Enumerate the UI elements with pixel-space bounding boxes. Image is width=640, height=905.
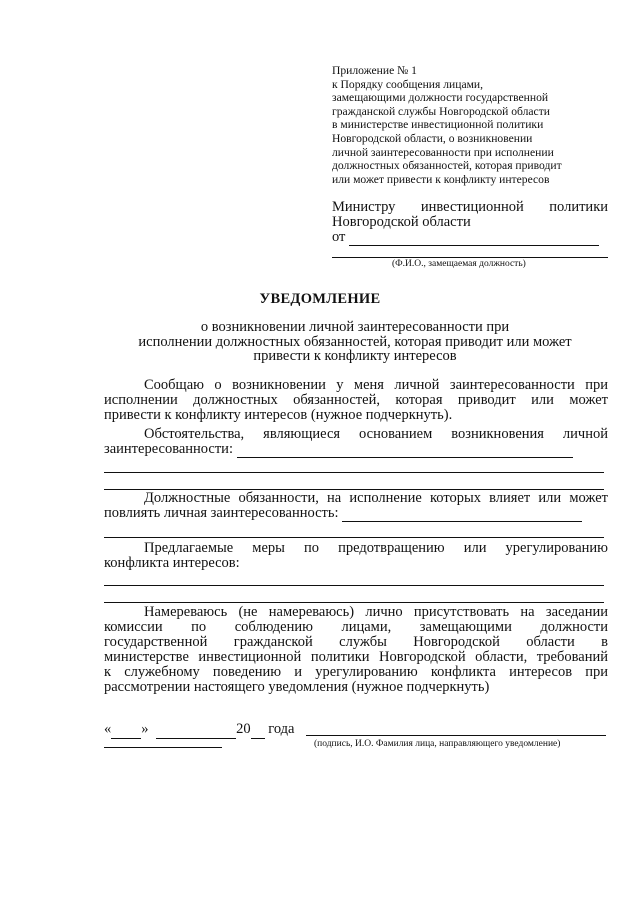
- addressee-block: [332, 200, 608, 246]
- duties-line-2[interactable]: [104, 537, 604, 538]
- header-line: должностных обязанностей, которая приводит: [332, 159, 562, 173]
- document-title: УВЕДОМЛЕНИЕ: [259, 291, 381, 307]
- measures-line-2[interactable]: [104, 602, 604, 603]
- date-open-quote: «: [104, 721, 112, 737]
- paragraph-line: комиссии по соблюдению лицами, замещающими должности: [104, 619, 608, 635]
- duties-field[interactable]: [342, 506, 582, 522]
- paragraph-notice: [104, 378, 608, 423]
- paragraph-line: Обстоятельства, являющиеся основанием возникновения личной: [144, 426, 608, 442]
- appendix-header: [332, 64, 602, 186]
- paragraph-line: министерстве инвестиционной политики Новгородской области, требований: [104, 649, 608, 665]
- paragraph-attendance: [104, 605, 608, 695]
- signature-line[interactable]: [306, 735, 606, 736]
- paragraph-line: Должностные обязанности, на исполнение которых влияет или может: [144, 490, 608, 506]
- header-line: Приложение № 1: [332, 64, 417, 77]
- date-row: [104, 721, 294, 739]
- position-line[interactable]: [332, 257, 608, 258]
- circumstances-field[interactable]: [237, 442, 573, 458]
- paragraph-line-with-field: [104, 442, 608, 458]
- header-line: гражданской службы Новгородской области: [332, 104, 550, 118]
- duties-label: повлиять личная заинтересованность:: [104, 505, 339, 521]
- paragraph-line: Намереваюсь (не намереваюсь) лично присутствовать на заседании: [144, 604, 608, 620]
- paragraph-line: рассмотрении настоящего уведомления (нужное подчеркнуть): [104, 679, 490, 695]
- measures-line-1[interactable]: [104, 585, 604, 586]
- header-line: Новгородской области, о возникновении: [332, 131, 533, 145]
- registration-line[interactable]: [104, 747, 222, 748]
- century: 20: [236, 721, 251, 737]
- subtitle-line: о возникновении личной заинтересованности при: [200, 319, 510, 335]
- circumstances-line-2[interactable]: [104, 472, 604, 473]
- signature-caption: (подпись, И.О. Фамилия лица, направляющего уведомление): [314, 739, 561, 749]
- paragraph-measures: [104, 541, 608, 571]
- year-word: года: [268, 721, 295, 737]
- year-field[interactable]: [251, 721, 265, 739]
- paragraph-line: Сообщаю о возникновении у меня личной заинтересованности при: [144, 377, 608, 393]
- document-subtitle: [100, 320, 610, 364]
- paragraph-line: привести к конфликту интересов (нужное подчеркнуть).: [104, 407, 453, 423]
- header-line: в министерстве инвестиционной политики: [332, 118, 544, 132]
- addressee-caption: (Ф.И.О., замещаемая должность): [392, 259, 526, 269]
- paragraph-line-with-field: [104, 506, 608, 522]
- month-field[interactable]: [156, 721, 236, 739]
- circumstances-label: заинтересованности:: [104, 441, 233, 457]
- date-close-quote: »: [141, 721, 149, 737]
- day-field[interactable]: [111, 721, 141, 739]
- from-label: от: [332, 229, 346, 245]
- paragraph-line: к служебному поведению и урегулированию конфликта интересов при: [104, 664, 608, 680]
- paragraph-line: государственной гражданской службы Новгородской области в: [104, 634, 608, 650]
- addressee-line1: Министру инвестиционной политики: [332, 199, 608, 215]
- from-row: [332, 230, 608, 246]
- header-line: к Порядку сообщения лицами,: [332, 77, 484, 91]
- header-line: или может привести к конфликту интересов: [332, 172, 550, 186]
- paragraph-duties: [104, 491, 608, 522]
- from-name-field[interactable]: [349, 230, 599, 246]
- header-line: личной заинтересованности при исполнении: [332, 145, 554, 159]
- paragraph-circumstances: [104, 427, 608, 458]
- paragraph-line: конфликта интересов:: [104, 555, 240, 571]
- subtitle-line: привести к конфликту интересов: [253, 348, 457, 364]
- addressee-line2: Новгородской области: [332, 214, 471, 230]
- subtitle-line: исполнении должностных обязанностей, которая приводит или может: [138, 333, 572, 350]
- paragraph-line: Предлагаемые меры по предотвращению или урегулированию: [144, 540, 608, 556]
- paragraph-line: исполнении должностных обязанностей, которая приводит или может: [104, 392, 608, 408]
- header-line: замещающими должности государственной: [332, 91, 549, 105]
